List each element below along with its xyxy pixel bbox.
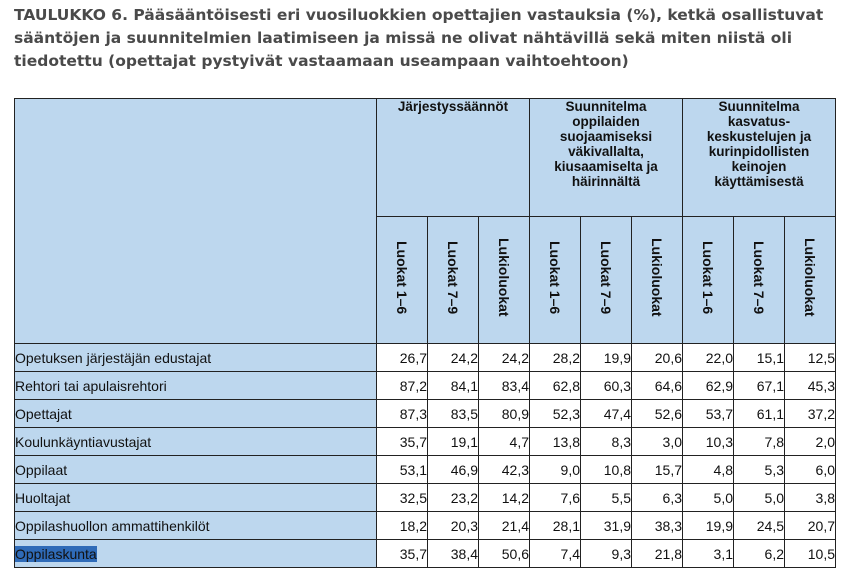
subheader-cell (377, 217, 428, 344)
subheader-cell (734, 217, 785, 344)
subheader-cell (683, 217, 734, 344)
subheader-cell (530, 217, 581, 344)
table-row (15, 540, 836, 568)
table-row (15, 428, 836, 456)
row-label: Oppilaat (15, 461, 68, 478)
table-row (15, 484, 836, 512)
value-cell: 35,7 (377, 428, 428, 456)
value-cell: 5,0 (734, 484, 785, 512)
subheader-cell (428, 217, 479, 344)
table-row (15, 456, 836, 484)
subheader-label: Lukioluokat (649, 238, 665, 317)
subheader-label: Luokat 1–6 (547, 240, 563, 315)
value-cell: 62,9 (683, 372, 734, 400)
row-label-cell (15, 428, 377, 456)
value-cell: 60,3 (581, 372, 632, 400)
value-cell: 61,1 (734, 400, 785, 428)
subheader-cell (479, 217, 530, 344)
value-cell: 21,8 (632, 540, 683, 568)
subheader-label: Luokat 7–9 (751, 240, 767, 315)
value-cell: 84,1 (428, 372, 479, 400)
value-cell: 21,4 (479, 512, 530, 540)
value-cell: 47,4 (581, 400, 632, 428)
value-cell: 3,1 (683, 540, 734, 568)
group-header-jarjestyssaannot: Järjestyssäännöt (377, 99, 530, 217)
value-cell: 53,7 (683, 400, 734, 428)
value-cell: 50,6 (479, 540, 530, 568)
value-cell: 20,3 (428, 512, 479, 540)
value-cell: 83,5 (428, 400, 479, 428)
value-cell: 35,7 (377, 540, 428, 568)
row-label: Oppilashuollon ammattihenkilöt (15, 517, 210, 534)
table-row (15, 512, 836, 540)
value-cell: 19,9 (683, 512, 734, 540)
value-cell: 4,7 (479, 428, 530, 456)
table-row (15, 372, 836, 400)
value-cell: 9,0 (530, 456, 581, 484)
value-cell: 52,3 (530, 400, 581, 428)
value-cell: 42,3 (479, 456, 530, 484)
value-cell: 5,3 (734, 456, 785, 484)
value-cell: 24,2 (479, 344, 530, 372)
value-cell: 6,2 (734, 540, 785, 568)
value-cell: 2,0 (785, 428, 836, 456)
value-cell: 46,9 (428, 456, 479, 484)
value-cell: 87,3 (377, 400, 428, 428)
row-label: Rehtori tai apulaisrehtori (15, 377, 167, 394)
row-label-cell (15, 344, 377, 372)
value-cell: 24,5 (734, 512, 785, 540)
value-cell: 38,4 (428, 540, 479, 568)
subheader-label: Luokat 1–6 (394, 240, 410, 315)
value-cell: 20,6 (632, 344, 683, 372)
value-cell: 6,0 (785, 456, 836, 484)
subheader-cell (581, 217, 632, 344)
value-cell: 15,7 (632, 456, 683, 484)
value-cell: 12,5 (785, 344, 836, 372)
value-cell: 3,0 (632, 428, 683, 456)
value-cell: 26,7 (377, 344, 428, 372)
value-cell: 7,8 (734, 428, 785, 456)
value-cell: 6,3 (632, 484, 683, 512)
row-label: Opetuksen järjestäjän edustajat (15, 349, 212, 366)
value-cell: 20,7 (785, 512, 836, 540)
row-label-cell (15, 484, 377, 512)
value-cell: 5,0 (683, 484, 734, 512)
value-cell: 10,3 (683, 428, 734, 456)
group-header-text: Suunnitelma kasvatus-keskustelujen ja kurinpidollisten keinojen käyttämisestä (706, 99, 812, 189)
results-table (14, 98, 836, 568)
subheader-label: Lukioluokat (802, 238, 818, 317)
subheader-label: Luokat 1–6 (700, 240, 716, 315)
value-cell: 87,2 (377, 372, 428, 400)
value-cell: 80,9 (479, 400, 530, 428)
value-cell: 64,6 (632, 372, 683, 400)
table-row (15, 344, 836, 372)
value-cell: 22,0 (683, 344, 734, 372)
row-label-cell (15, 372, 377, 400)
subheader-cell (785, 217, 836, 344)
value-cell: 19,9 (581, 344, 632, 372)
value-cell: 15,1 (734, 344, 785, 372)
value-cell: 45,3 (785, 372, 836, 400)
value-cell: 3,8 (785, 484, 836, 512)
row-label: Oppilaskunta (15, 545, 97, 562)
value-cell: 24,2 (428, 344, 479, 372)
value-cell: 7,6 (530, 484, 581, 512)
value-cell: 52,6 (632, 400, 683, 428)
value-cell: 9,3 (581, 540, 632, 568)
value-cell: 23,2 (428, 484, 479, 512)
group-header-suojaamis-suunnitelma (530, 99, 683, 217)
value-cell: 19,1 (428, 428, 479, 456)
subheader-label: Luokat 7–9 (598, 240, 614, 315)
value-cell: 5,5 (581, 484, 632, 512)
value-cell: 10,5 (785, 540, 836, 568)
subheader-label: Lukioluokat (496, 238, 512, 317)
value-cell: 28,1 (530, 512, 581, 540)
row-label-cell (15, 540, 377, 568)
row-label: Opettajat (15, 405, 72, 422)
row-label-cell (15, 400, 377, 428)
value-cell: 14,2 (479, 484, 530, 512)
value-cell: 8,3 (581, 428, 632, 456)
row-label: Koulunkäyntiavustajat (15, 433, 152, 450)
value-cell: 38,3 (632, 512, 683, 540)
row-label-cell (15, 456, 377, 484)
value-cell: 37,2 (785, 400, 836, 428)
value-cell: 31,9 (581, 512, 632, 540)
value-cell: 62,8 (530, 372, 581, 400)
group-header-kasvatus-suunnitelma (683, 99, 836, 217)
table-row (15, 400, 836, 428)
value-cell: 67,1 (734, 372, 785, 400)
subheader-cell (632, 217, 683, 344)
corner-header-cell (15, 99, 377, 344)
value-cell: 83,4 (479, 372, 530, 400)
value-cell: 53,1 (377, 456, 428, 484)
value-cell: 10,8 (581, 456, 632, 484)
subheader-label: Luokat 7–9 (445, 240, 461, 315)
value-cell: 18,2 (377, 512, 428, 540)
value-cell: 13,8 (530, 428, 581, 456)
value-cell: 4,8 (683, 456, 734, 484)
table-caption: TAULUKKO 6. Pääsääntöisesti eri vuosiluokkien opettajien vastauksia (%), ketkä osallistuvat sääntöjen ja suunnitelmien laatimiseen ja missä ne olivat nähtävillä sekä miten niistä oli tiedotettu (opettajat pystyivät vastaamaan useampaan vaihtoehtoon) (14, 6, 824, 70)
value-cell: 32,5 (377, 484, 428, 512)
value-cell: 28,2 (530, 344, 581, 372)
row-label: Huoltajat (15, 489, 71, 506)
value-cell: 7,4 (530, 540, 581, 568)
row-label-cell (15, 512, 377, 540)
group-header-text: Suunnitelma oppilaiden suojaamiseksi väkivallalta, kiusaamiselta ja häirinnältä (554, 99, 658, 189)
